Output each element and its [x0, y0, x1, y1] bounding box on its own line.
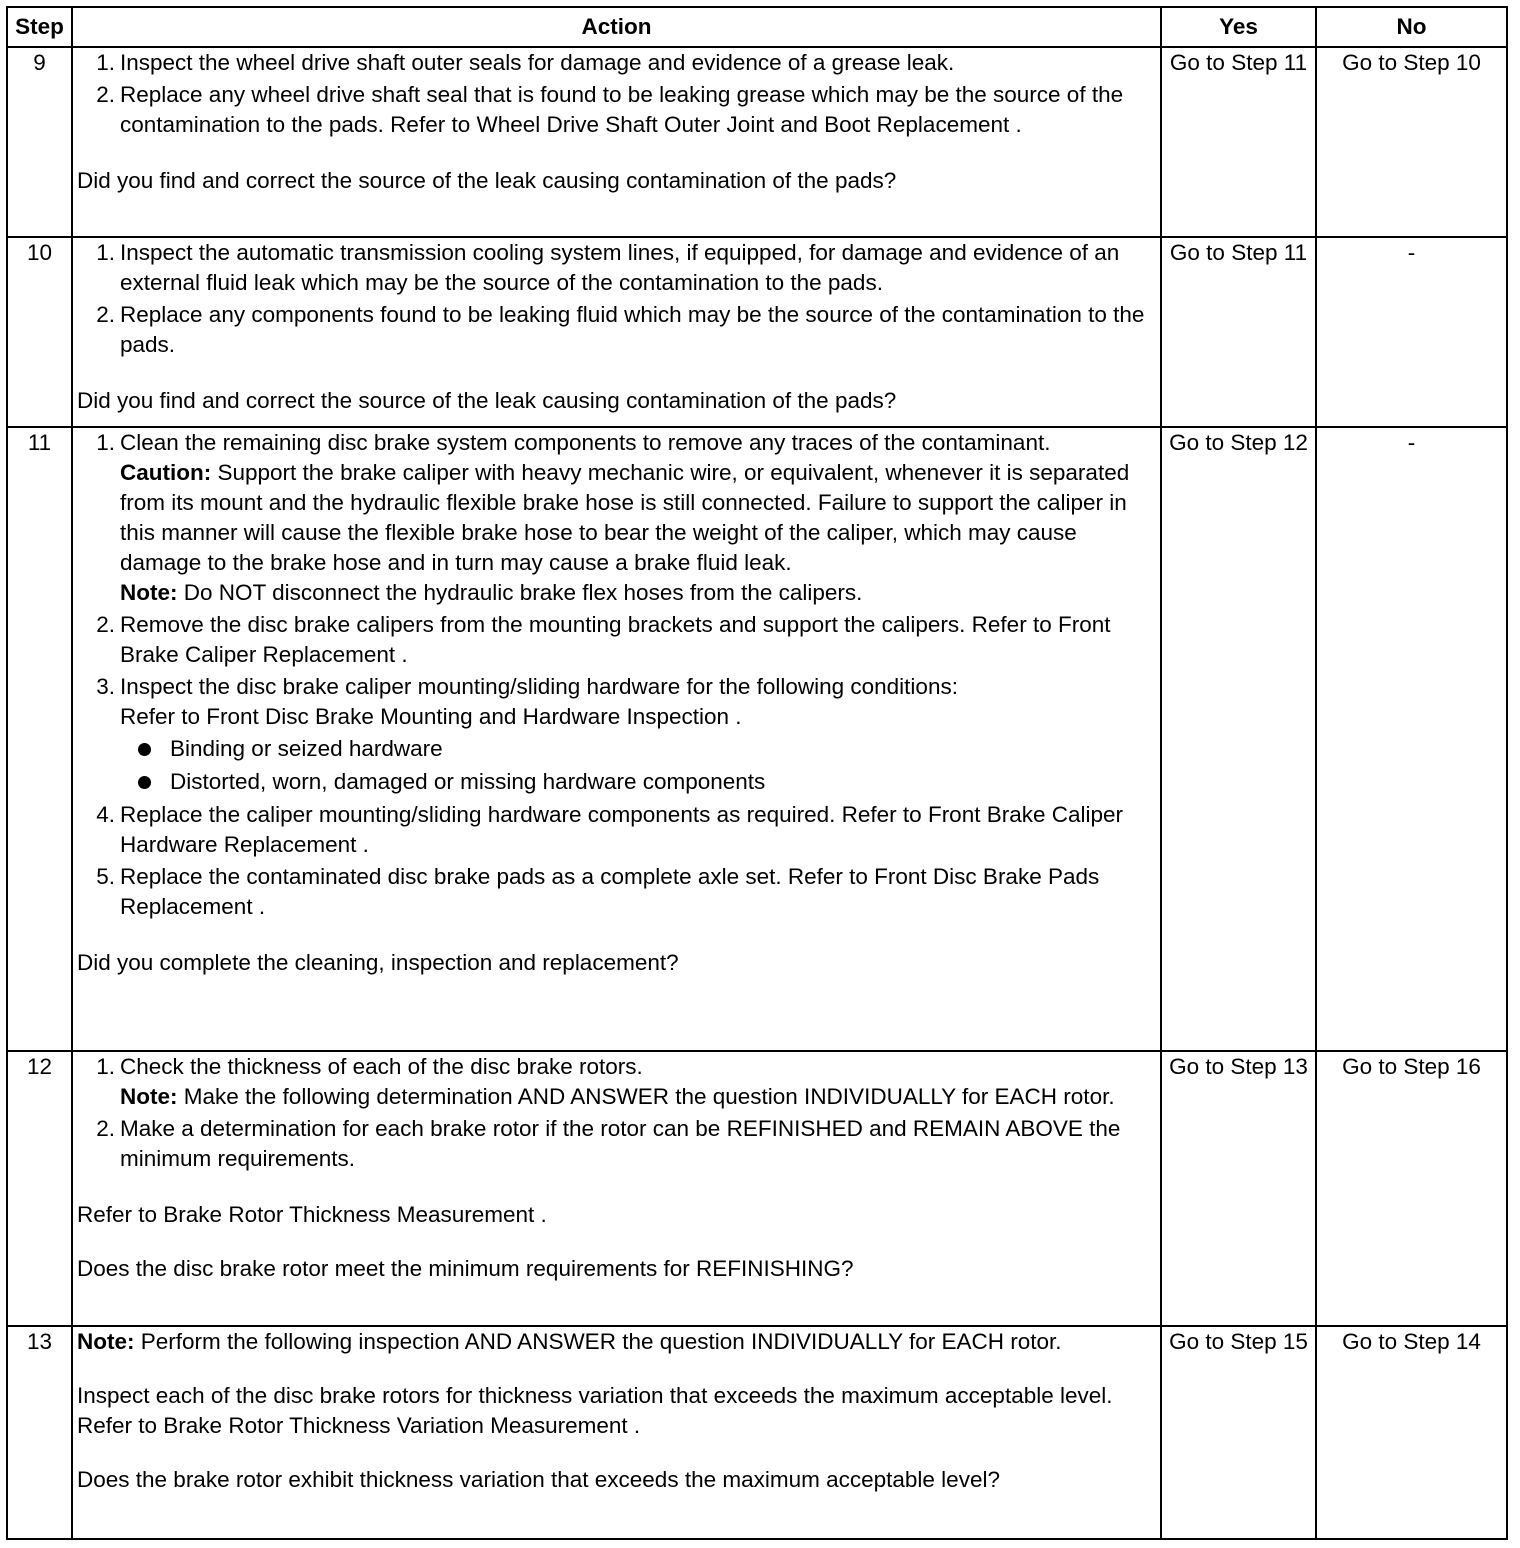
diagnostic-table: [6, 6, 1508, 1540]
refer-text: Refer to Front Disc Brake Mounting and Hardware Inspection .: [120, 704, 742, 729]
no-link[interactable]: Go to Step 14: [1316, 1326, 1507, 1539]
header-action: Action: [72, 7, 1161, 47]
bullet-list: [120, 734, 1156, 797]
action-list: [77, 1052, 1156, 1174]
action-cell: [72, 237, 1161, 427]
yes-link[interactable]: Go to Step 11: [1161, 237, 1316, 427]
no-value: -: [1316, 237, 1507, 427]
refer-text: Refer to Brake Rotor Thickness Measurement .: [77, 1202, 547, 1227]
bullet-icon: [138, 743, 151, 756]
list-item: 5. Replace the contaminated disc brake pads as a complete axle set. Refer to Front Disc Brake Pads Replacement .: [96, 864, 1100, 919]
caution-text: Caution: Support the brake caliper with heavy mechanic wire, or equivalent, whenever it is separated from its mount and the hydraulic flexible brake hose is still connected. Failure to support the caliper in this manner will cause the flexible brake hose to bear the weight of the caliper, which may cause damage to the brake hose and in turn may cause a brake fluid leak.: [120, 460, 1130, 575]
list-item: 1. Clean the remaining disc brake system components to remove any traces of the contaminant. Caution: Support the brake caliper with heavy mechanic wire, or equivalent, whenever it is separated from its mount and the hydraulic flexible brake hose is still connected. Failure to support the caliper in this manner will cause the flexible brake hose to bear the weight of the caliper, which may cause damage to the brake hose and in turn may cause a brake fluid leak. Note: Do NOT disconnect the hydraulic brake flex hoses from the calipers.: [77, 428, 1156, 608]
note-label: Note:: [77, 1329, 135, 1354]
caution-label: Caution:: [120, 460, 212, 485]
header-no: No: [1316, 7, 1507, 47]
question: Does the disc brake rotor meet the minimum requirements for REFINISHING?: [77, 1256, 854, 1281]
list-item: 1. Check the thickness of each of the disc brake rotors. Note: Make the following determination AND ANSWER the question INDIVIDUALLY for EACH rotor.: [77, 1052, 1156, 1112]
question: Did you complete the cleaning, inspection and replacement?: [77, 950, 679, 975]
list-item: 1. Inspect the automatic transmission cooling system lines, if equipped, for damage and evidence of an external fluid leak which may be the source of the contamination to the pads.: [96, 240, 1120, 295]
step-number: 10: [7, 237, 72, 427]
yes-link[interactable]: Go to Step 12: [1161, 427, 1316, 1051]
question: Does the brake rotor exhibit thickness variation that exceeds the maximum acceptable level?: [77, 1467, 1000, 1492]
note-text: Note: Perform the following inspection AND ANSWER the question INDIVIDUALLY for EACH rotor.: [77, 1329, 1062, 1354]
action-cell: [72, 47, 1161, 237]
action-cell: [72, 427, 1161, 1051]
yes-link[interactable]: Go to Step 13: [1161, 1051, 1316, 1326]
yes-link[interactable]: Go to Step 15: [1161, 1326, 1316, 1539]
bullet-icon: [138, 776, 151, 789]
bullet-item: Binding or seized hardware: [120, 734, 1156, 764]
action-cell: [72, 1051, 1161, 1326]
list-item: 2. Replace any wheel drive shaft seal that is found to be leaking grease which may be the source of the contamination to the pads. Refer to Wheel Drive Shaft Outer Joint and Boot Replacement .: [96, 82, 1124, 137]
action-cell: [72, 1326, 1161, 1539]
note-text: Note: Do NOT disconnect the hydraulic brake flex hoses from the calipers.: [120, 580, 863, 605]
step-number: 13: [7, 1326, 72, 1539]
table-row: [7, 47, 1507, 237]
table-row: [7, 427, 1507, 1051]
list-item: 4. Replace the caliper mounting/sliding hardware components as required. Refer to Front Brake Caliper Hardware Replacement .: [96, 802, 1124, 857]
no-value: -: [1316, 427, 1507, 1051]
inspect-text: Inspect each of the disc brake rotors for thickness variation that exceeds the maximum acceptable level. Refer to Brake Rotor Thickness Variation Measurement .: [77, 1383, 1113, 1438]
note-text: Note: Make the following determination AND ANSWER the question INDIVIDUALLY for EACH rotor.: [120, 1084, 1115, 1109]
note-label: Note:: [120, 580, 178, 605]
header-step: Step: [7, 7, 72, 47]
action-list: [77, 48, 1156, 140]
yes-link[interactable]: Go to Step 11: [1161, 47, 1316, 237]
step-number: 11: [7, 427, 72, 1051]
question: Did you find and correct the source of the leak causing contamination of the pads?: [77, 168, 897, 193]
action-list: [77, 238, 1156, 360]
bullet-item: Distorted, worn, damaged or missing hardware components: [120, 767, 1156, 797]
table-row: [7, 1326, 1507, 1539]
table-row: [7, 237, 1507, 427]
list-item: 2. Remove the disc brake calipers from the mounting brackets and support the calipers. Refer to Front Brake Caliper Replacement .: [96, 612, 1111, 667]
note-label: Note:: [120, 1084, 178, 1109]
list-item: 2. Make a determination for each brake rotor if the rotor can be REFINISHED and REMAIN ABOVE the minimum requirements.: [96, 1116, 1121, 1171]
step-number: 12: [7, 1051, 72, 1326]
list-item: 3. Inspect the disc brake caliper mounting/sliding hardware for the following conditions: Refer to Front Disc Brake Mounting and Hardware Inspection . Binding or seized hardware Distorted, worn, damaged or missing hardware components: [77, 672, 1156, 797]
list-item: 1. Inspect the wheel drive shaft outer seals for damage and evidence of a grease leak.: [96, 50, 955, 75]
question: Did you find and correct the source of the leak causing contamination of the pads?: [77, 388, 897, 413]
header-row: [7, 7, 1507, 47]
step-number: 9: [7, 47, 72, 237]
header-yes: Yes: [1161, 7, 1316, 47]
no-link[interactable]: Go to Step 10: [1316, 47, 1507, 237]
list-item: 2. Replace any components found to be leaking fluid which may be the source of the contamination to the pads.: [96, 302, 1145, 357]
table-row: [7, 1051, 1507, 1326]
action-list: [77, 428, 1156, 922]
no-link[interactable]: Go to Step 16: [1316, 1051, 1507, 1326]
